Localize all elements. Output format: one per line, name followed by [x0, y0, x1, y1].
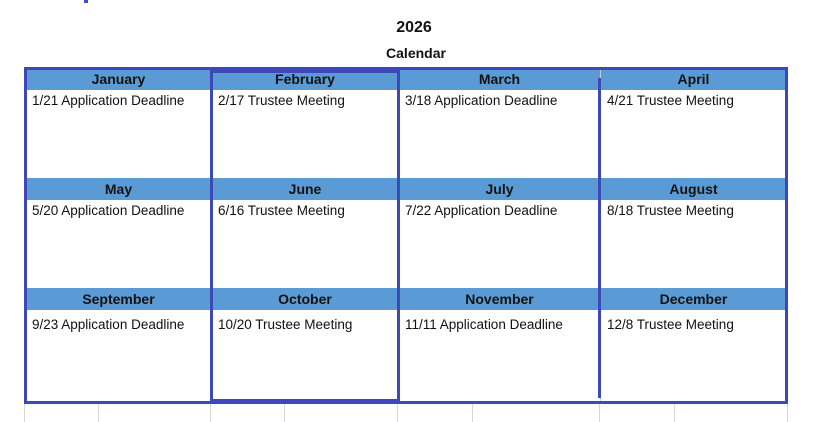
month-event: 3/18 Application Deadline	[405, 93, 558, 108]
month-header: October	[212, 288, 398, 310]
month-event: 11/11 Application Deadline	[405, 317, 563, 332]
month-header: July	[399, 178, 600, 200]
month-cell-july[interactable]	[399, 178, 601, 288]
month-header: August	[601, 178, 786, 200]
month-event: 12/8 Trustee Meeting	[607, 317, 734, 332]
calendar-year: 2026	[396, 19, 432, 36]
selection-mark	[84, 0, 88, 3]
month-header: April	[601, 68, 786, 90]
month-event: 2/17 Trustee Meeting	[218, 93, 345, 108]
month-cell-april[interactable]	[601, 68, 786, 178]
month-cell-november[interactable]	[399, 288, 601, 402]
month-event: 1/21 Application Deadline	[32, 93, 185, 108]
month-event: 10/20 Trustee Meeting	[218, 317, 353, 332]
month-cell-october[interactable]	[212, 288, 399, 402]
spreadsheet-row	[24, 404, 788, 422]
grid-line	[24, 404, 25, 422]
grid-line	[397, 404, 398, 422]
month-event: 8/18 Trustee Meeting	[607, 203, 734, 218]
grid-line	[599, 404, 600, 422]
month-cell-june[interactable]	[212, 178, 399, 288]
month-header: November	[399, 288, 600, 310]
month-header: May	[26, 178, 211, 200]
month-event: 7/22 Application Deadline	[405, 203, 558, 218]
grid-line	[210, 404, 211, 422]
grid-line	[284, 404, 285, 422]
month-header: March	[399, 68, 600, 90]
month-event: 5/20 Application Deadline	[32, 203, 185, 218]
month-cell-december[interactable]	[601, 288, 786, 402]
month-header: December	[601, 288, 786, 310]
grid-line	[98, 404, 99, 422]
month-event: 9/23 Application Deadline	[32, 317, 185, 332]
month-cell-february[interactable]	[212, 68, 399, 178]
month-header: June	[212, 178, 398, 200]
month-cell-january[interactable]	[26, 68, 212, 178]
calendar-subtitle: Calendar	[386, 45, 446, 61]
month-event: 4/21 Trustee Meeting	[607, 93, 734, 108]
month-header: January	[26, 68, 211, 90]
grid-line	[787, 404, 788, 422]
month-event: 6/16 Trustee Meeting	[218, 203, 345, 218]
grid-line	[472, 404, 473, 422]
month-header: February	[212, 68, 398, 90]
month-cell-may[interactable]	[26, 178, 212, 288]
grid-line	[674, 404, 675, 422]
month-cell-september[interactable]	[26, 288, 212, 402]
calendar-grid	[26, 68, 786, 402]
month-header: September	[26, 288, 211, 310]
month-cell-march[interactable]	[399, 68, 601, 178]
month-cell-august[interactable]	[601, 178, 786, 288]
